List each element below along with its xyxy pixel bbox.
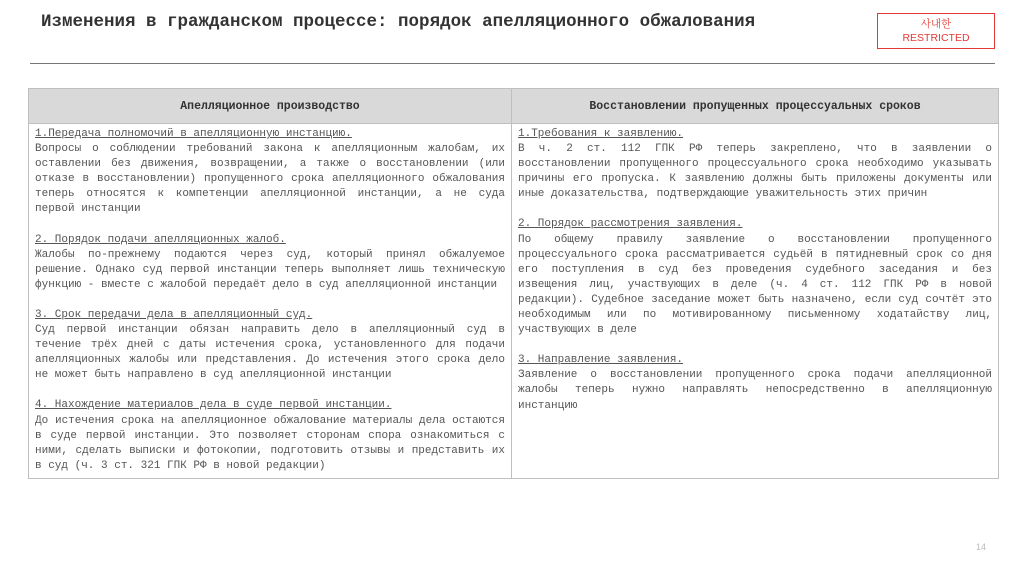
page-title: Изменения в гражданском процессе: порядок апелляционного обжалования	[41, 12, 756, 32]
section-text: В ч. 2 ст. 112 ГПК РФ теперь закреплено, что в заявлении о восстановлении пропущенного процессуального срока необходимо указывать причины его пропуска. К заявлению должны быть приложены документы или иные доказательства, подтверждающие уважительность этих причин	[518, 143, 992, 201]
comparison-table	[28, 88, 999, 479]
section-heading: 2. Порядок рассмотрения заявления.	[518, 218, 743, 231]
section-filing-procedure	[35, 233, 505, 293]
section-heading: 3. Срок передачи дела в апелляционный суд.	[35, 308, 313, 321]
section-transfer-deadline	[35, 308, 505, 383]
section-text: Суд первой инстанции обязан направить дело в апелляционный суд в течение трёх дней с даты истечения срока, установленного для подачи апелляционных жалобы или представления. До истечения этого срока дело не может быть направлено в суд апелляционной инстанции	[35, 324, 505, 382]
section-heading: 3. Направление заявления.	[518, 354, 684, 367]
section-heading: 1.Передача полномочий в апелляционную инстанцию.	[35, 128, 352, 140]
section-transfer-powers	[35, 127, 505, 218]
section-text: Вопросы о соблюдении требований закона к апелляционным жалобам, их оставлении без движения, возвращении, а также о восстановлении (или отказе в восстановлении) пропущенного срока апелляционного обжалования теперь относятся к компетенции апелляционной инстанции, а не суда первой инстанции	[35, 143, 505, 216]
restricted-badge-label: RESTRICTED	[902, 32, 970, 44]
right-column-header: Восстановлении пропущенных процессуальных сроков	[512, 89, 999, 124]
section-application-requirements	[518, 127, 992, 202]
section-heading: 1.Требования к заявлению.	[518, 128, 684, 140]
restricted-badge	[877, 13, 995, 49]
section-text: До истечения срока на апелляционное обжалование материалы дела остаются в суде первой инстанции. Это позволяет сторонам спора ознакомиться с ними, сделать выписки и фотокопии, подготовить отзывы и представить их в суд (ч. 3 ст. 321 ГПК РФ в новой редакции)	[35, 414, 505, 472]
appeal-proceedings-cell	[29, 124, 512, 479]
title-divider	[30, 63, 995, 64]
table-header-row	[29, 89, 999, 124]
section-review-procedure	[518, 217, 992, 338]
section-application-submission	[518, 353, 992, 413]
section-heading: 2. Порядок подачи апелляционных жалоб.	[35, 233, 286, 246]
section-text: Заявление о восстановлении пропущенного срока подачи апелляционной жалобы теперь нужно направлять непосредственно в апелляционную инстанцию	[518, 369, 992, 412]
section-heading: 4. Нахождение материалов дела в суде первой инстанции.	[35, 399, 392, 412]
page-number: 14	[976, 542, 987, 552]
deadline-restoration-cell	[512, 124, 999, 479]
section-text: Жалобы по-прежнему подаются через суд, который принял обжалуемое решение. Однако суд первой инстанции теперь выполняет лишь техническую функцию - вместе с жалобой передаёт дело в суд апелляционной инстанции	[35, 248, 505, 291]
section-text: По общему правилу заявление о восстановлении пропущенного процессуального срока рассматривается судьёй в пятидневный срок со дня его поступления в суд без проведения судебного заседания и без извещения лиц, участвующих в деле (ч. 4 ст. 112 ГПК РФ в новой редакции). Судебное заседание может быть назначено, если суд сочтёт это необходимым или по мотивированному письменному ходатайству лиц, участвующих в деле	[518, 233, 992, 337]
restricted-badge-korean: 사내한	[920, 18, 952, 30]
table-body-row	[29, 124, 999, 479]
left-column-header: Апелляционное производство	[29, 89, 512, 124]
section-case-materials	[35, 398, 505, 473]
